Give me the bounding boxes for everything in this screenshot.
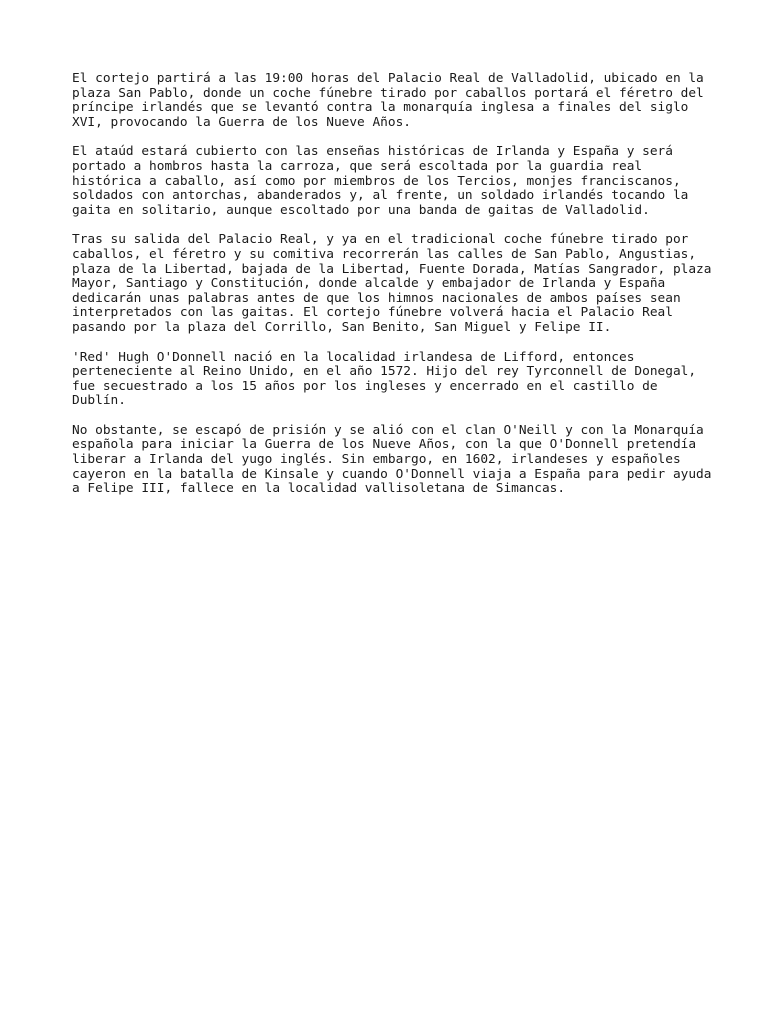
paragraph-2: El ataúd estará cubierto con las enseñas históricas de Irlanda y España y será portado a hombros hasta la carroza, que será escoltada por la guardia real histórica a caballo, así como por miembros de los Tercios, monjes franciscanos, soldados con antorchas, abanderados y, al frente, un soldado irlandés tocando la gaita en solitario, aunque escoltado por una banda de gaitas de Valladolid. — [72, 144, 689, 218]
paragraph-3: Tras su salida del Palacio Real, y ya en el tradicional coche fúnebre tirado por caballos, el féretro y su comitiva recorrerán las calles de San Pablo, Angustias, plaza de la Libertad, bajada de la Libertad, Fuente Dorada, Matías Sangrador, plaza Mayor, Santiago y Constitución, donde alcalde y embajador de Irlanda y España dedicarán unas palabras antes de que los himnos nacionales de ambos países sean interpretados con las gaitas. El cortejo fúnebre volverá hacia el Palacio Real pasando por la plaza del Corrillo, San Benito, San Miguel y Felipe II. — [72, 232, 712, 335]
paragraph-1: El cortejo partirá a las 19:00 horas del Palacio Real de Valladolid, ubicado en la plaza San Pablo, donde un coche fúnebre tirado por caballos portará el féretro del príncipe irlandés que se levantó contra la monarquía inglesa a finales del siglo XVI, provocando la Guerra de los Nueve Años. — [72, 71, 704, 130]
article-body — [72, 72, 712, 512]
paragraph-5: No obstante, se escapó de prisión y se alió con el clan O'Neill y con la Monarquía española para iniciar la Guerra de los Nueve Años, con la que O'Donnell pretendía liberar a Irlanda del yugo inglés. Sin embargo, en 1602, irlandeses y españoles cayeron en la batalla de Kinsale y cuando O'Donnell viaja a España para pedir ayuda a Felipe III, fallece en la localidad vallisoletana de Simancas. — [72, 422, 712, 497]
paragraph-4: 'Red' Hugh O'Donnell nació en la localidad irlandesa de Lifford, entonces perteneciente al Reino Unido, en el año 1572. Hijo del rey Tyrconnell de Donegal, fue secuestrado a los 15 años por los ingleses y encerrado en el castillo de Dublín. — [72, 349, 697, 409]
